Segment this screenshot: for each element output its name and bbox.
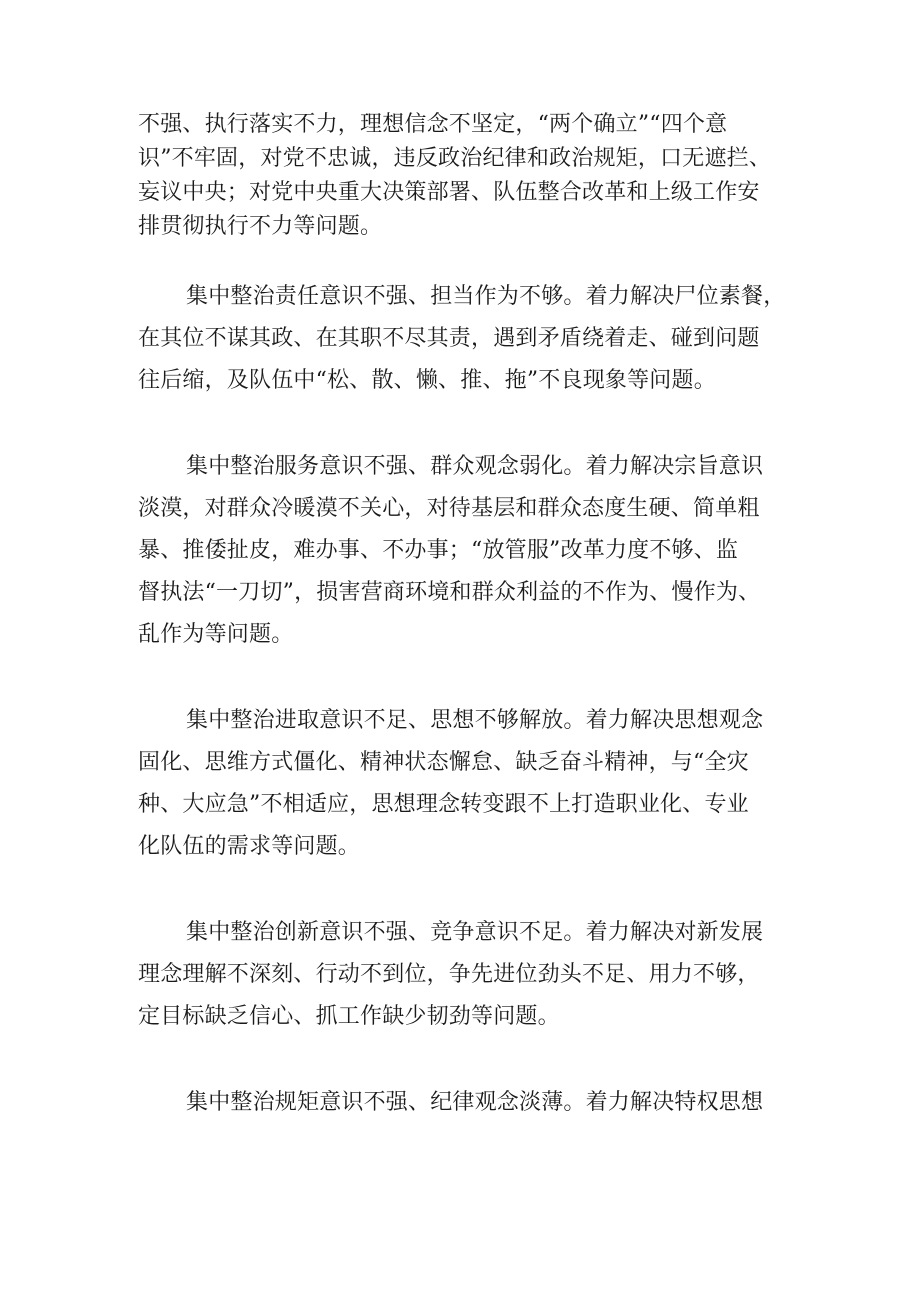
paragraph-4-line-4: 化队伍的需求等问题。: [138, 834, 361, 859]
paragraph-3-line-2: 淡漠，对群众冷暖漠不关心，对待基层和群众态度生硬、简单粗: [138, 496, 760, 521]
paragraph-5-line-1: 集中整治创新意识不强、竞争意识不足。着力解决对新发展: [186, 920, 764, 945]
paragraph-3-line-3: 暴、推倭扯皮，难办事、不办事；“放管服”改革力度不够、监: [138, 538, 739, 563]
paragraph-3-line-4: 督执法“一刀切”，损害营商环境和群众利益的不作为、慢作为、: [138, 580, 761, 605]
paragraph-3-line-1: 集中整治服务意识不强、群众观念弱化。着力解决宗旨意识: [186, 454, 764, 479]
paragraph-4-line-2: 固化、思维方式僵化、精神状态懈怠、缺乏奋斗精神，与“全灾: [138, 750, 749, 775]
paragraph-2-line-3: 往后缩，及队伍中“松、散、懒、推、拖”不良现象等问题。: [138, 368, 716, 393]
paragraph-5-line-3: 定目标缺乏信心、抓工作缺少韧劲等问题。: [138, 1004, 560, 1029]
paragraph-1-line-2: 识”不牢固，对党不忠诚，违反政治纪律和政治规矩，口无遮拦、: [138, 146, 772, 171]
paragraph-1-line-1: 不强、执行落实不力，理想信念不坚定，“两个确立”“四个意: [138, 112, 728, 137]
paragraph-3-line-5: 乱作为等问题。: [138, 622, 294, 647]
paragraph-1-line-4: 排贯彻执行不力等问题。: [138, 214, 383, 239]
paragraph-4-line-3: 种、大应急”不相适应，思想理念转变跟不上打造职业化、专业: [138, 792, 749, 817]
paragraph-2-line-2: 在其位不谋其政、在其职不尽其责，遇到矛盾绕着走、碰到问题: [138, 326, 760, 351]
paragraph-4-line-1: 集中整治进取意识不足、思想不够解放。着力解决思想观念: [186, 708, 764, 733]
paragraph-1-line-3: 妄议中央；对党中央重大决策部署、队伍整合改革和上级工作安: [138, 180, 760, 205]
paragraph-5-line-2: 理念理解不深刻、行动不到位，争先进位劲头不足、用力不够，: [138, 962, 760, 987]
paragraph-6-line-1: 集中整治规矩意识不强、纪律观念淡薄。着力解决特权思想: [186, 1090, 764, 1115]
paragraph-2-line-1: 集中整治责任意识不强、担当作为不够。着力解决尸位素餐，: [186, 284, 786, 309]
